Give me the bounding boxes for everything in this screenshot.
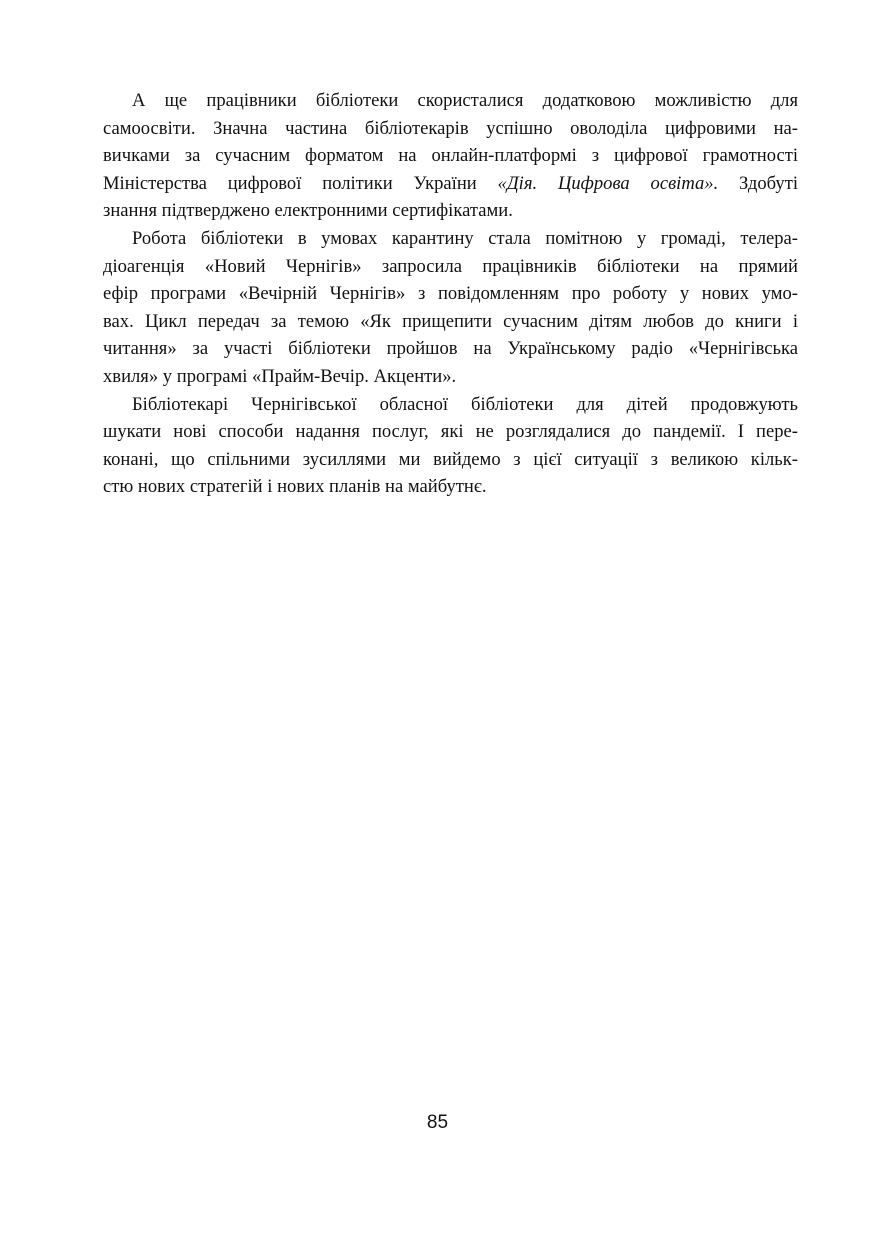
paragraph-1-line-1: А ще працівники бібліотеки скористалися додатковою можливістю для	[132, 90, 798, 111]
paragraph-1-line-3: вичками за сучасним форматом на онлайн-платформі з цифрової грамотності	[103, 145, 798, 167]
paragraph-3-line-4: стю нових стратегій і нових планів на майбутнє.	[103, 476, 487, 498]
paragraph-1-line-2: самоосвіти. Значна частина бібліотекарів успішно оволоділа цифровими на-	[103, 117, 798, 139]
paragraph-3-line-3: конані, що спільними зусиллями ми вийдемо з цієї ситуації з великою кільк-	[103, 448, 798, 470]
paragraph-1-line-4-tail: Здобуті	[718, 172, 798, 194]
paragraph-1-line-4	[103, 170, 798, 198]
paragraph-3-line-1: Бібліотекарі Чернігівської обласної бібліотеки для дітей продовжують	[132, 393, 798, 415]
paragraph-2-line-1: Робота бібліотеки в умовах карантину стала помітною у громаді, телера-	[132, 227, 798, 249]
paragraph-2-line-4: вах. Цикл передач за темою «Як прищепити сучасним дітям любов до книги і	[103, 310, 798, 332]
body-text	[103, 87, 798, 501]
paragraph-1-line-5: знання підтверджено електронними сертифікатами.	[103, 200, 513, 222]
paragraph-2-line-2: діоагенція «Новий Чернігів» запросила працівників бібліотеки на прямий	[103, 255, 798, 277]
paragraph-1-line-4-text: Міністерства цифрової політики України	[103, 172, 498, 194]
diia-italic-title: «Дія. Цифрова освіта».	[497, 172, 719, 194]
paragraph-2-line-5: читання» за участі бібліотеки пройшов на Українському радіо «Чернігівська	[103, 338, 798, 360]
paragraph-2-line-3: ефір програми «Вечірній Чернігів» з повідомленням про роботу у нових умо-	[103, 283, 798, 305]
paragraph-2-line-6: хвиля» у програмі «Прайм-Вечір. Акценти».	[103, 365, 457, 387]
page-number: 85	[426, 1112, 449, 1133]
paragraph-3-line-2: шукати нові способи надання послуг, які не розглядалися до пандемії. І пере-	[103, 421, 798, 443]
